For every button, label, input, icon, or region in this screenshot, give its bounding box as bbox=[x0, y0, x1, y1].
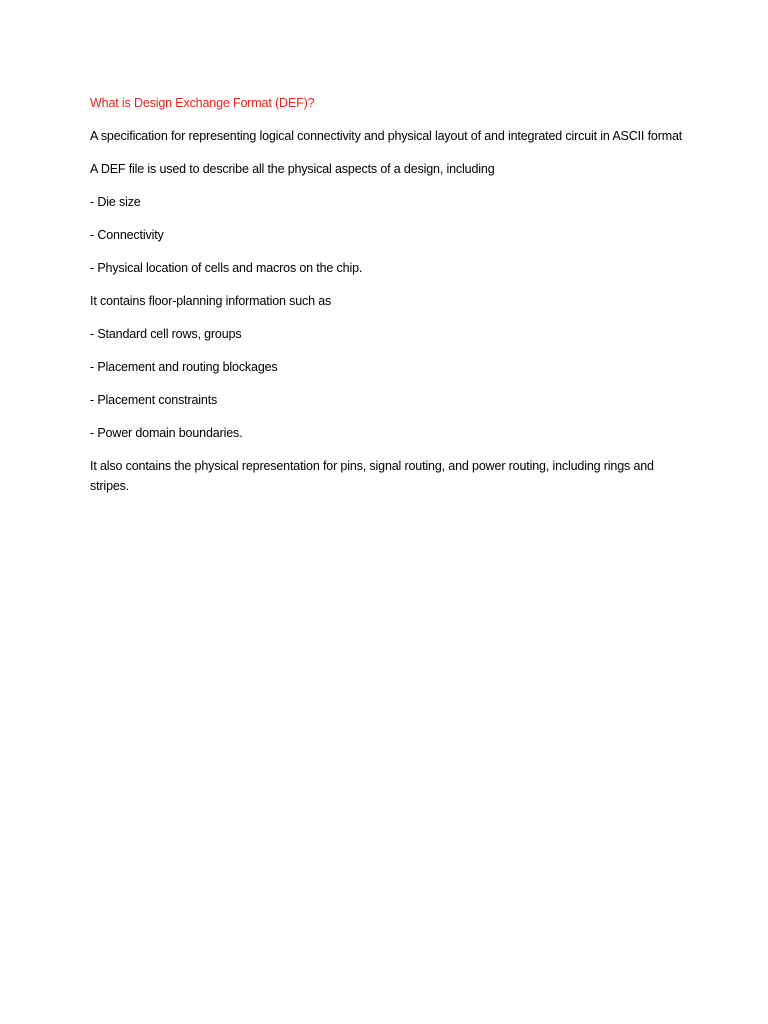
document-title: What is Design Exchange Format (DEF)? bbox=[90, 96, 315, 110]
paragraph-floorplanning-intro: It contains floor-planning information such as bbox=[90, 294, 332, 308]
list-item-standard-cell-rows: - Standard cell rows, groups bbox=[90, 327, 242, 341]
paragraph-def-description: A DEF file is used to describe all the physical aspects of a design, including bbox=[90, 162, 495, 176]
document-body bbox=[90, 93, 690, 509]
list-item-connectivity: - Connectivity bbox=[90, 228, 164, 242]
list-item-power-domain: - Power domain boundaries. bbox=[90, 426, 243, 440]
paragraph-specification: A specification for representing logical connectivity and physical layout of and integrated circuit in ASCII format bbox=[90, 129, 683, 143]
paragraph-physical-representation: It also contains the physical representation for pins, signal routing, and power routing, including rings and stripes. bbox=[90, 459, 654, 493]
list-item-placement-constraints: - Placement constraints bbox=[90, 393, 218, 407]
list-item-physical-location: - Physical location of cells and macros on the chip. bbox=[90, 261, 363, 275]
list-item-blockages: - Placement and routing blockages bbox=[90, 360, 278, 374]
list-item-die-size: - Die size bbox=[90, 195, 141, 209]
